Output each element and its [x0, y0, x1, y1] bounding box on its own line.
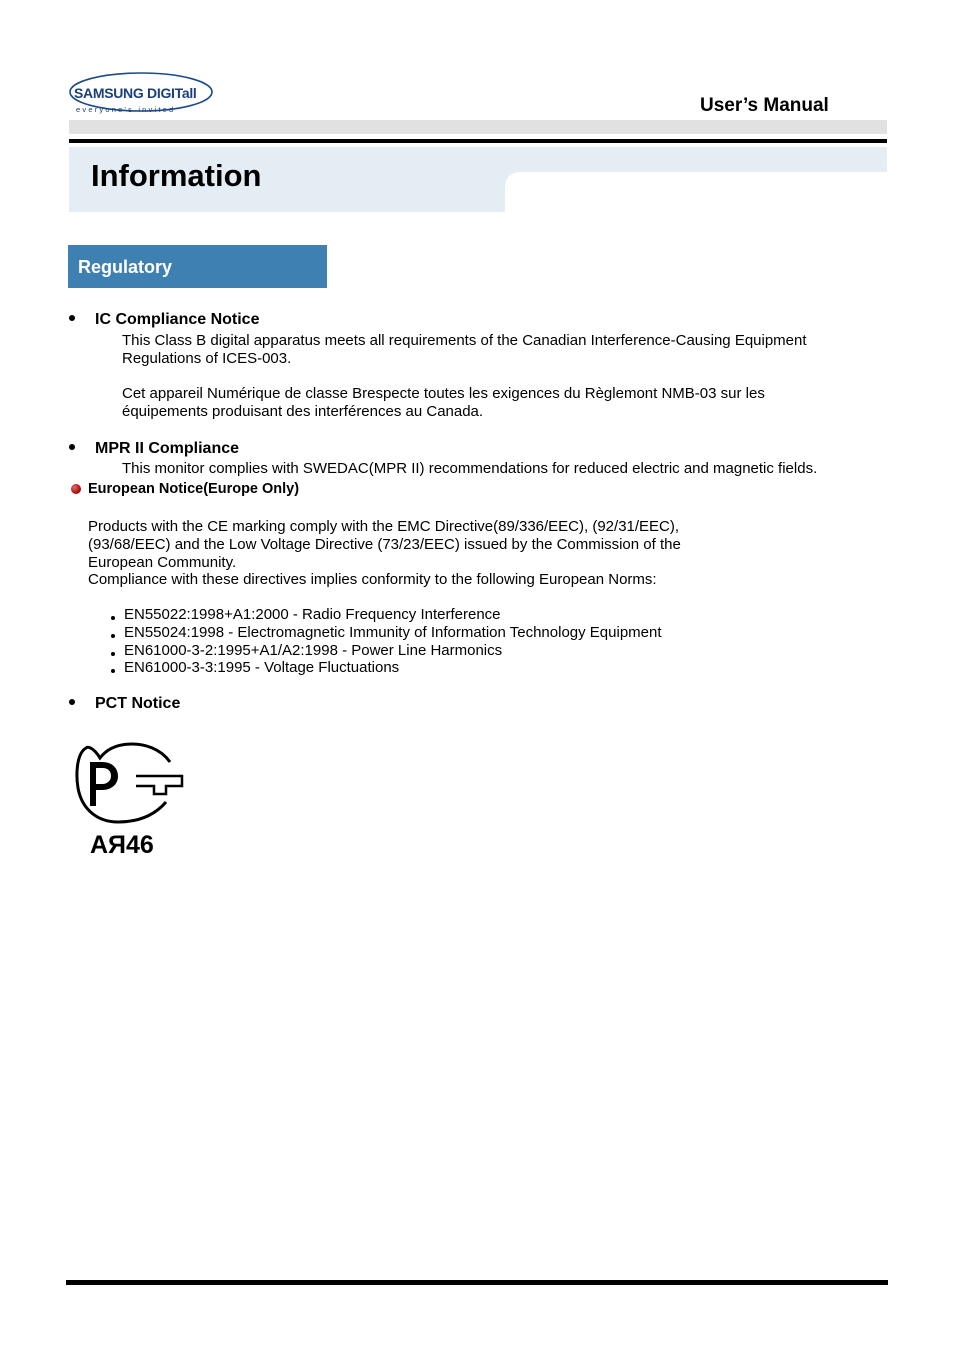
norm-item: EN55024:1998 - Electromagnetic Immunity of Information Technology Equipment	[124, 624, 662, 641]
section-label: Regulatory	[78, 257, 173, 277]
ic-notice-en-line1: This Class B digital apparatus meets all requirements of the Canadian Interference-Causing Equipment	[122, 332, 807, 349]
ic-notice-en-line2: Regulations of ICES-003.	[122, 350, 292, 367]
european-notice-line3: European Community.	[88, 554, 237, 571]
european-notice-heading: European Notice(Europe Only)	[88, 481, 300, 497]
mpr-notice-line1: This monitor complies with SWEDAC(MPR II) recommendations for reduced electric and magnetic fields.	[122, 460, 818, 477]
norm-bullet-icon	[111, 616, 115, 620]
norm-bullet-icon	[111, 652, 115, 656]
pct-notice-heading: PCT Notice	[95, 695, 181, 712]
mpr-notice-heading: MPR II Compliance	[95, 440, 240, 457]
header-rule	[69, 139, 887, 143]
samsung-logo	[68, 70, 214, 116]
header-gray-bar	[69, 120, 887, 134]
svg-text:АЯ46: АЯ46	[90, 831, 154, 859]
title-banner-extension	[505, 147, 887, 172]
ic-notice-fr-line1: Cet appareil Numérique de classe Brespecte toutes les exigences du Règlemont NMB-03 sur les	[122, 385, 765, 402]
norm-item: EN61000-3-3:1995 - Voltage Fluctuations	[124, 659, 400, 676]
norm-bullet-icon	[111, 669, 115, 673]
norm-bullet-icon	[111, 634, 115, 638]
svg-text:SAMSUNG DIGITall: SAMSUNG DIGITall	[74, 85, 197, 101]
manual-title: User’s Manual	[700, 95, 829, 116]
bullet-icon	[69, 315, 75, 321]
footer-rule	[66, 1280, 888, 1285]
norm-item: EN61000-3-2:1995+A1/A2:1998 - Power Line Harmonics	[124, 642, 503, 659]
ic-notice-fr-line2: équipements produisant des interférences au Canada.	[122, 403, 484, 420]
ic-notice-heading: IC Compliance Notice	[95, 311, 260, 328]
pct-certification-mark	[74, 740, 186, 860]
bullet-icon	[69, 444, 75, 450]
page-title: Information	[91, 158, 262, 193]
european-notice-line2: (93/68/EEC) and the Low Voltage Directive (73/23/EEC) issued by the Commission of the	[88, 536, 681, 553]
bullet-icon	[69, 699, 75, 705]
european-notice-line1: Products with the CE marking comply with the EMC Directive(89/336/EEC), (92/31/EEC),	[88, 518, 680, 535]
norm-item: EN55022:1998+A1:2000 - Radio Frequency Interference	[124, 606, 501, 623]
european-notice-line4: Compliance with these directives implies conformity to the following European Norms:	[88, 571, 657, 588]
red-bullet-icon	[71, 484, 81, 494]
svg-text:everyone's invited: everyone's invited	[76, 105, 176, 114]
banner-notch-cut	[505, 172, 527, 212]
